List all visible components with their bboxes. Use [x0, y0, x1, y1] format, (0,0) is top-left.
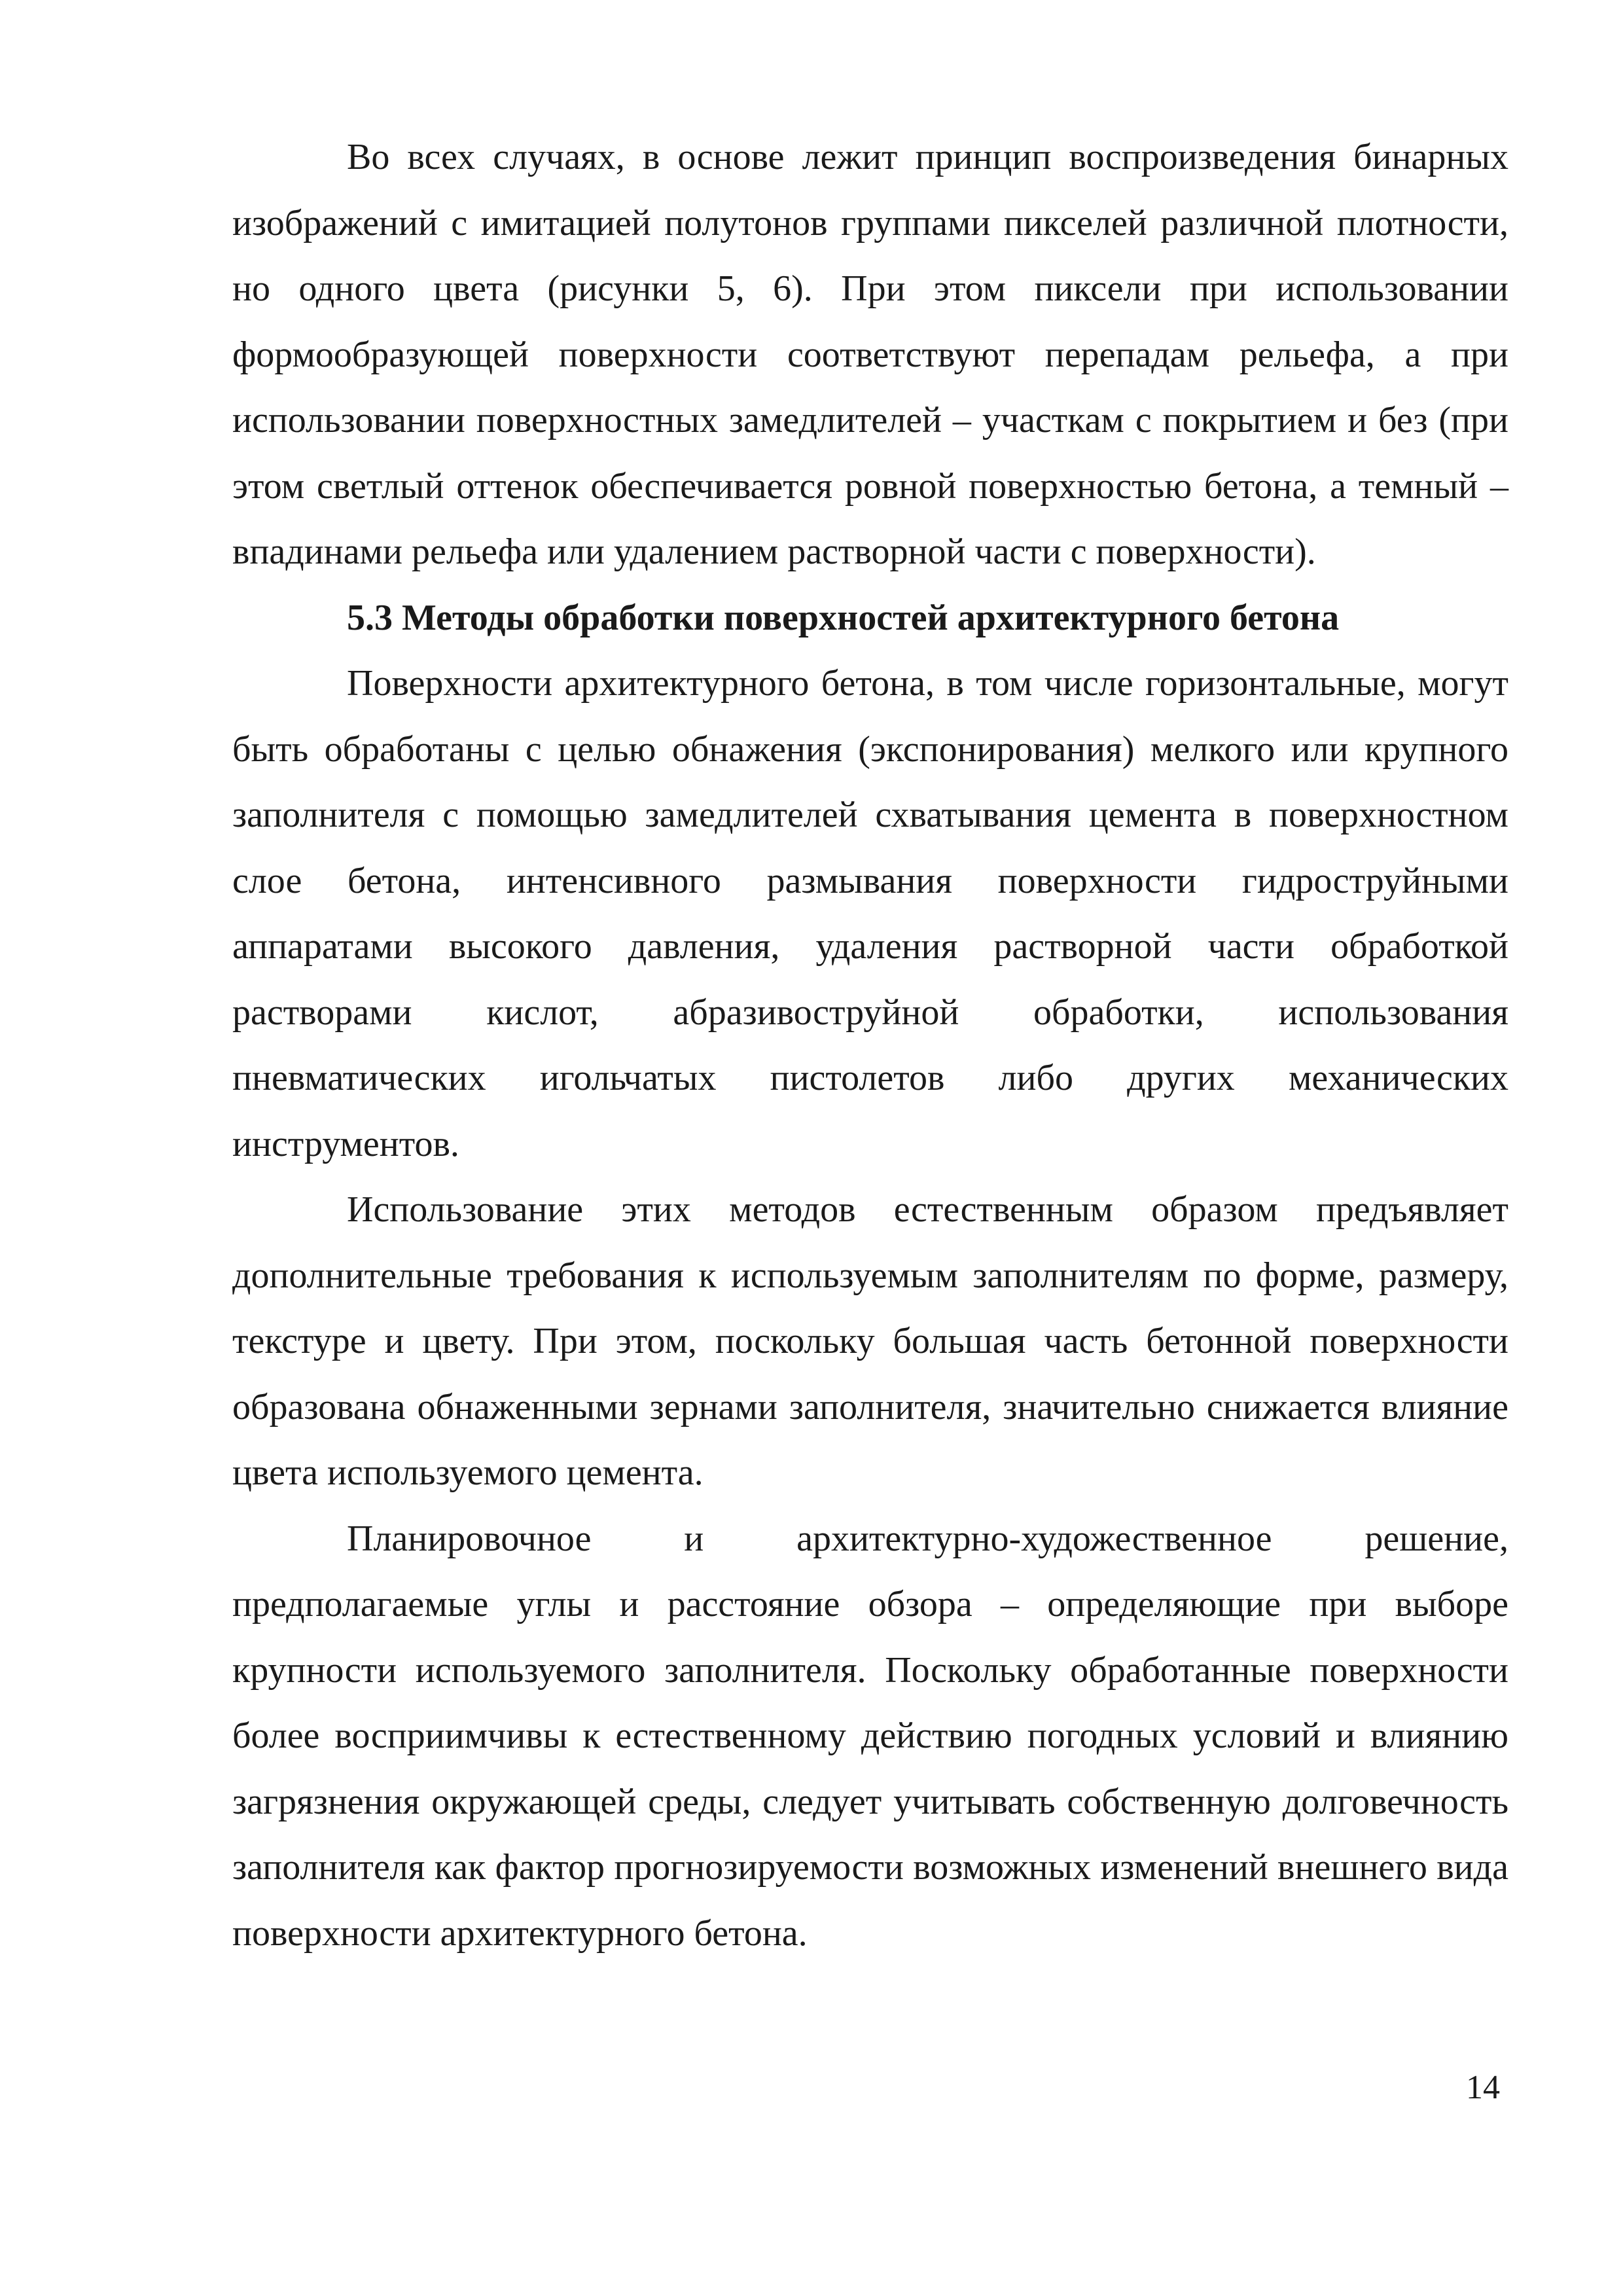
section-heading: 5.3 Методы обработки поверхностей архитектурного бетона	[347, 597, 1340, 638]
paragraph-surface-treatment: Поверхности архитектурного бетона, в том числе горизонтальные, могут быть обработаны с целью обнажения (экспонирования) мелкого или крупного заполнителя с помощью замедлителей схватывания цемента в поверхностном слое бетона, интенсивного размывания поверхности гидроструйными аппаратами высокого давления, удаления растворной части обработкой растворами кислот, абразивоструйной обработки, использования пневматических игольчатых пистолетов либо других механических инструментов.	[232, 663, 1508, 1164]
page-number: 14	[1466, 2069, 1500, 2106]
paragraph-planning-decision: Планировочное и архитектурно-художественное решение, предполагаемые углы и расстояние обзора – определяющие при выборе крупности используемого заполнителя. Поскольку обработанные поверхности более восприимчивы к естественному действию погодных условий и влиянию загрязнения окружающей среды, следует учитывать собственную долговечность заполнителя как фактор прогнозируемости возможных изменений внешнего вида поверхности архитектурного бетона.	[232, 1518, 1508, 1954]
document-page	[232, 124, 1508, 1966]
paragraph-binary-images: Во всех случаях, в основе лежит принцип воспроизведения бинарных изображений с имитацией полутонов группами пикселей различной плотности, но одного цвета (рисунки 5, 6). При этом пиксели при использовании формообразующей поверхности соответствуют перепадам рельефа, а при использовании поверхностных замедлителей – участкам с покрытием и без (при этом светлый оттенок обеспечивается ровной поверхностью бетона, а темный – впадинами рельефа или удалением растворной части с поверхности).	[232, 137, 1508, 572]
paragraph-aggregate-requirements: Использование этих методов естественным образом предъявляет дополнительные требования к используемым заполнителям по форме, размеру, текстуре и цвету. При этом, поскольку большая часть бетонной поверхности образована обнаженными зернами заполнителя, значительно снижается влияние цвета используемого цемента.	[232, 1189, 1508, 1493]
